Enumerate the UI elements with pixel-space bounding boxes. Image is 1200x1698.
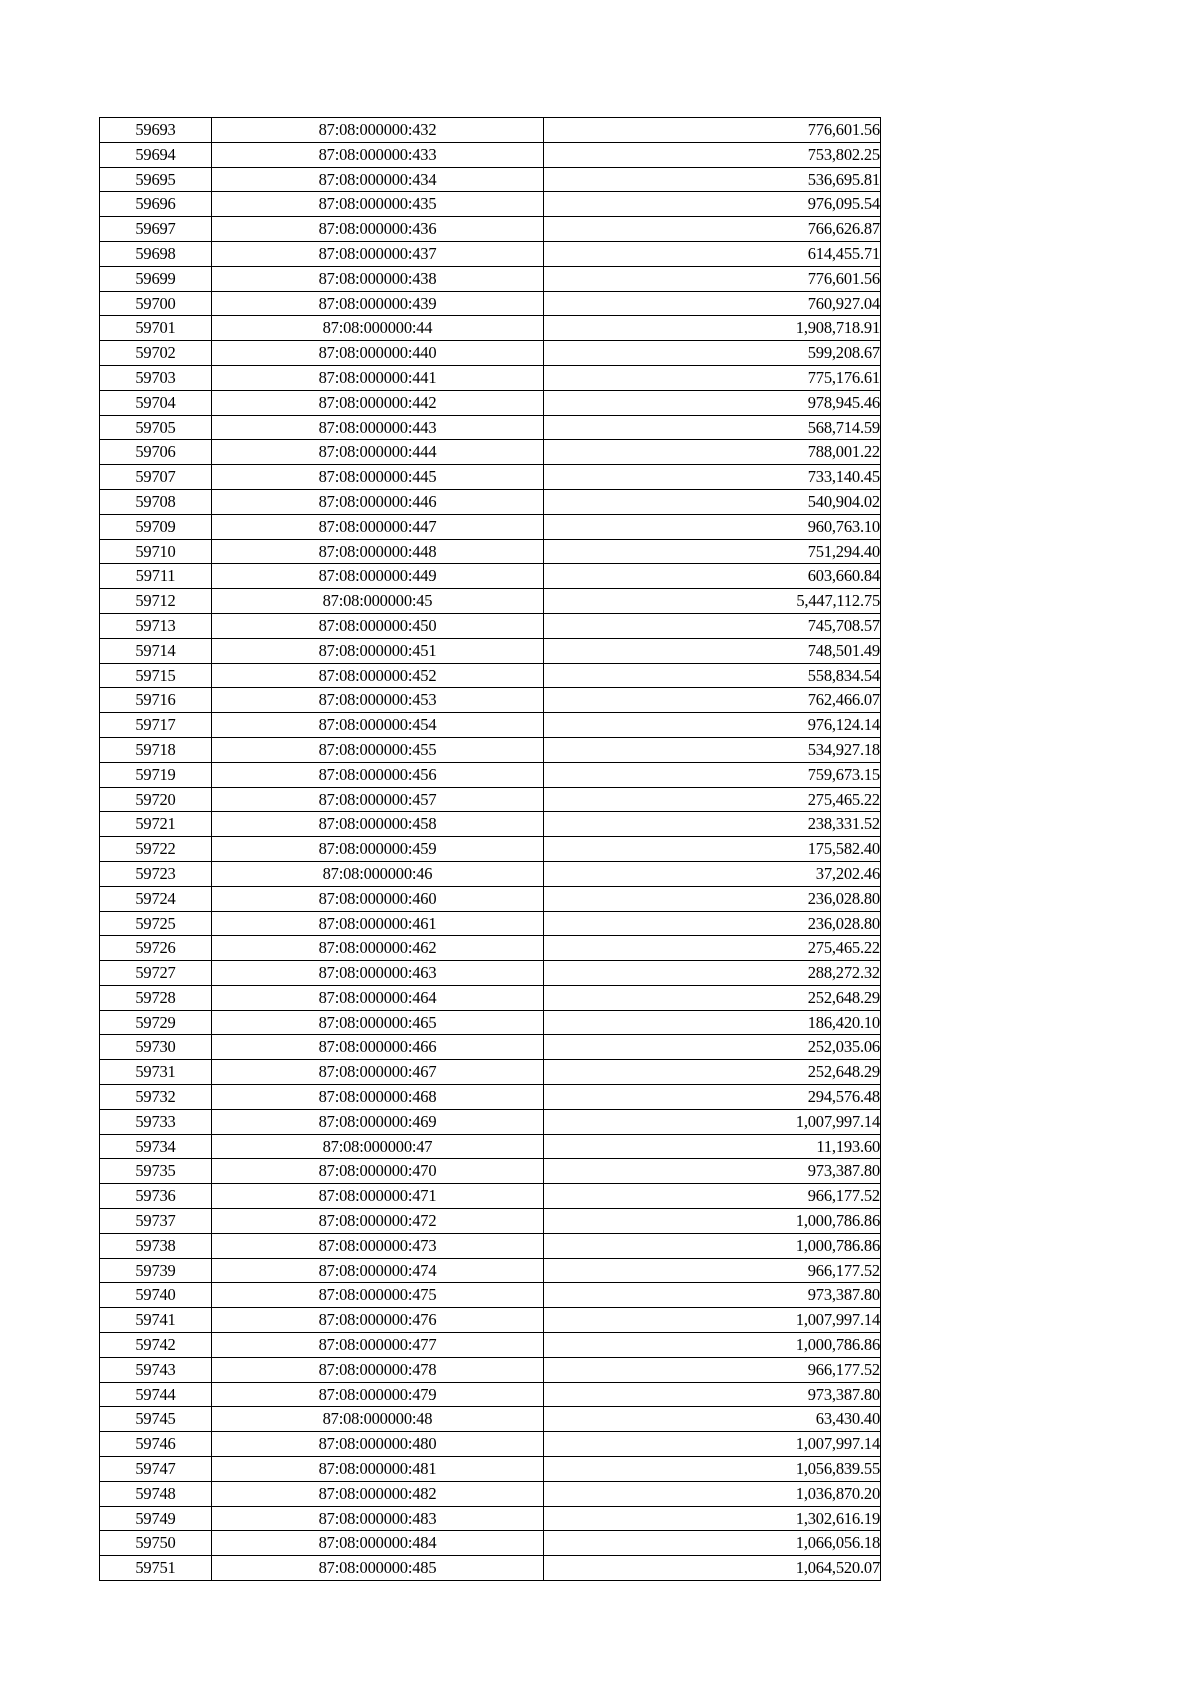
row-number-cell: 59749 [100, 1506, 212, 1531]
cadastral-value-cell: 976,124.14 [544, 713, 881, 738]
table-row [100, 861, 881, 886]
table-row [100, 762, 881, 787]
cadastral-value-cell: 288,272.32 [544, 961, 881, 986]
cadastral-value-cell: 1,066,056.18 [544, 1531, 881, 1556]
cadastral-number-cell: 87:08:000000:448 [212, 539, 544, 564]
cadastral-value-cell: 568,714.59 [544, 415, 881, 440]
row-number-cell: 59740 [100, 1283, 212, 1308]
table-row [100, 390, 881, 415]
cadastral-value-cell: 776,601.56 [544, 118, 881, 143]
table-row [100, 1457, 881, 1482]
cadastral-value-cell: 599,208.67 [544, 341, 881, 366]
table-row [100, 1407, 881, 1432]
cadastral-value-cell: 1,000,786.86 [544, 1209, 881, 1234]
table-row [100, 316, 881, 341]
cadastral-number-cell: 87:08:000000:447 [212, 514, 544, 539]
row-number-cell: 59703 [100, 365, 212, 390]
cadastral-number-cell: 87:08:000000:449 [212, 564, 544, 589]
table-row [100, 787, 881, 812]
row-number-cell: 59746 [100, 1432, 212, 1457]
cadastral-value-cell: 236,028.80 [544, 911, 881, 936]
cadastral-number-cell: 87:08:000000:468 [212, 1085, 544, 1110]
row-number-cell: 59742 [100, 1333, 212, 1358]
table-row [100, 1308, 881, 1333]
cadastral-value-cell: 558,834.54 [544, 663, 881, 688]
cadastral-value-cell: 1,064,520.07 [544, 1556, 881, 1581]
cadastral-value-cell: 603,660.84 [544, 564, 881, 589]
cadastral-value-cell: 252,035.06 [544, 1035, 881, 1060]
row-number-cell: 59699 [100, 266, 212, 291]
cadastral-value-cell: 1,036,870.20 [544, 1481, 881, 1506]
cadastral-value-cell: 760,927.04 [544, 291, 881, 316]
table-row [100, 1481, 881, 1506]
cadastral-number-cell: 87:08:000000:464 [212, 985, 544, 1010]
cadastral-value-cell: 186,420.10 [544, 1010, 881, 1035]
cadastral-number-cell: 87:08:000000:445 [212, 465, 544, 490]
cadastral-number-cell: 87:08:000000:459 [212, 837, 544, 862]
cadastral-number-cell: 87:08:000000:474 [212, 1258, 544, 1283]
row-number-cell: 59712 [100, 589, 212, 614]
cadastral-number-cell: 87:08:000000:460 [212, 886, 544, 911]
cadastral-value-cell: 252,648.29 [544, 985, 881, 1010]
row-number-cell: 59731 [100, 1060, 212, 1085]
table-row [100, 1060, 881, 1085]
cadastral-number-cell: 87:08:000000:450 [212, 613, 544, 638]
cadastral-number-cell: 87:08:000000:483 [212, 1506, 544, 1531]
cadastral-value-cell: 960,763.10 [544, 514, 881, 539]
table-row [100, 837, 881, 862]
row-number-cell: 59710 [100, 539, 212, 564]
row-number-cell: 59695 [100, 167, 212, 192]
row-number-cell: 59733 [100, 1109, 212, 1134]
row-number-cell: 59744 [100, 1382, 212, 1407]
table-row [100, 1109, 881, 1134]
cadastral-value-cell: 1,007,997.14 [544, 1308, 881, 1333]
table-row [100, 1233, 881, 1258]
row-number-cell: 59729 [100, 1010, 212, 1035]
row-number-cell: 59737 [100, 1209, 212, 1234]
row-number-cell: 59714 [100, 638, 212, 663]
cadastral-value-cell: 1,007,997.14 [544, 1109, 881, 1134]
cadastral-number-cell: 87:08:000000:465 [212, 1010, 544, 1035]
row-number-cell: 59721 [100, 812, 212, 837]
row-number-cell: 59704 [100, 390, 212, 415]
table-row [100, 564, 881, 589]
table-row [100, 911, 881, 936]
cadastral-value-cell: 63,430.40 [544, 1407, 881, 1432]
cadastral-number-cell: 87:08:000000:438 [212, 266, 544, 291]
row-number-cell: 59711 [100, 564, 212, 589]
table-body [100, 118, 881, 1581]
cadastral-number-cell: 87:08:000000:443 [212, 415, 544, 440]
cadastral-number-cell: 87:08:000000:446 [212, 489, 544, 514]
table-row [100, 440, 881, 465]
table-row [100, 1283, 881, 1308]
table-row [100, 142, 881, 167]
row-number-cell: 59717 [100, 713, 212, 738]
table-row [100, 465, 881, 490]
cadastral-number-cell: 87:08:000000:44 [212, 316, 544, 341]
cadastral-number-cell: 87:08:000000:467 [212, 1060, 544, 1085]
table-row [100, 737, 881, 762]
cadastral-number-cell: 87:08:000000:480 [212, 1432, 544, 1457]
cadastral-number-cell: 87:08:000000:485 [212, 1556, 544, 1581]
row-number-cell: 59705 [100, 415, 212, 440]
cadastral-value-cell: 766,626.87 [544, 217, 881, 242]
table-row [100, 985, 881, 1010]
cadastral-value-cell: 978,945.46 [544, 390, 881, 415]
row-number-cell: 59750 [100, 1531, 212, 1556]
table-row [100, 961, 881, 986]
row-number-cell: 59727 [100, 961, 212, 986]
table-row [100, 167, 881, 192]
cadastral-value-cell: 966,177.52 [544, 1357, 881, 1382]
cadastral-value-cell: 1,000,786.86 [544, 1233, 881, 1258]
cadastral-number-cell: 87:08:000000:482 [212, 1481, 544, 1506]
table-row [100, 291, 881, 316]
row-number-cell: 59743 [100, 1357, 212, 1382]
cadastral-number-cell: 87:08:000000:471 [212, 1184, 544, 1209]
cadastral-number-cell: 87:08:000000:456 [212, 762, 544, 787]
cadastral-value-cell: 973,387.80 [544, 1159, 881, 1184]
row-number-cell: 59700 [100, 291, 212, 316]
table-row [100, 1382, 881, 1407]
cadastral-value-cell: 775,176.61 [544, 365, 881, 390]
cadastral-value-cell: 252,648.29 [544, 1060, 881, 1085]
row-number-cell: 59709 [100, 514, 212, 539]
table-row [100, 1432, 881, 1457]
row-number-cell: 59696 [100, 192, 212, 217]
cadastral-number-cell: 87:08:000000:441 [212, 365, 544, 390]
cadastral-number-cell: 87:08:000000:442 [212, 390, 544, 415]
cadastral-value-cell: 275,465.22 [544, 936, 881, 961]
row-number-cell: 59747 [100, 1457, 212, 1482]
row-number-cell: 59728 [100, 985, 212, 1010]
row-number-cell: 59693 [100, 118, 212, 143]
cadastral-number-cell: 87:08:000000:444 [212, 440, 544, 465]
row-number-cell: 59725 [100, 911, 212, 936]
cadastral-value-cell: 1,056,839.55 [544, 1457, 881, 1482]
row-number-cell: 59735 [100, 1159, 212, 1184]
row-number-cell: 59734 [100, 1134, 212, 1159]
row-number-cell: 59706 [100, 440, 212, 465]
table-row [100, 663, 881, 688]
cadastral-number-cell: 87:08:000000:436 [212, 217, 544, 242]
row-number-cell: 59697 [100, 217, 212, 242]
cadastral-number-cell: 87:08:000000:463 [212, 961, 544, 986]
cadastral-value-cell: 236,028.80 [544, 886, 881, 911]
row-number-cell: 59751 [100, 1556, 212, 1581]
cadastral-value-cell: 759,673.15 [544, 762, 881, 787]
cadastral-number-cell: 87:08:000000:455 [212, 737, 544, 762]
cadastral-number-cell: 87:08:000000:433 [212, 142, 544, 167]
row-number-cell: 59722 [100, 837, 212, 862]
cadastral-value-cell: 788,001.22 [544, 440, 881, 465]
table-row [100, 241, 881, 266]
row-number-cell: 59694 [100, 142, 212, 167]
row-number-cell: 59715 [100, 663, 212, 688]
cadastral-number-cell: 87:08:000000:473 [212, 1233, 544, 1258]
cadastral-number-cell: 87:08:000000:462 [212, 936, 544, 961]
cadastral-number-cell: 87:08:000000:469 [212, 1109, 544, 1134]
table-row [100, 1506, 881, 1531]
document-page [99, 117, 879, 1581]
cadastral-number-cell: 87:08:000000:452 [212, 663, 544, 688]
cadastral-value-cell: 37,202.46 [544, 861, 881, 886]
cadastral-number-cell: 87:08:000000:432 [212, 118, 544, 143]
cadastral-value-cell: 275,465.22 [544, 787, 881, 812]
cadastral-value-cell: 748,501.49 [544, 638, 881, 663]
table-row [100, 1134, 881, 1159]
table-row [100, 1085, 881, 1110]
cadastral-value-cell: 976,095.54 [544, 192, 881, 217]
row-number-cell: 59719 [100, 762, 212, 787]
cadastral-value-cell: 11,193.60 [544, 1134, 881, 1159]
row-number-cell: 59724 [100, 886, 212, 911]
table-row [100, 1209, 881, 1234]
cadastral-value-cell: 175,582.40 [544, 837, 881, 862]
cadastral-value-cell: 973,387.80 [544, 1283, 881, 1308]
cadastral-value-cell: 1,007,997.14 [544, 1432, 881, 1457]
cadastral-value-cell: 733,140.45 [544, 465, 881, 490]
table-row [100, 589, 881, 614]
table-row [100, 365, 881, 390]
cadastral-number-cell: 87:08:000000:45 [212, 589, 544, 614]
cadastral-number-cell: 87:08:000000:457 [212, 787, 544, 812]
row-number-cell: 59736 [100, 1184, 212, 1209]
cadastral-value-cell: 1,302,616.19 [544, 1506, 881, 1531]
table-row [100, 1258, 881, 1283]
table-row [100, 886, 881, 911]
table-row [100, 1531, 881, 1556]
cadastral-number-cell: 87:08:000000:472 [212, 1209, 544, 1234]
table-row [100, 192, 881, 217]
cadastral-number-cell: 87:08:000000:46 [212, 861, 544, 886]
cadastral-value-cell: 745,708.57 [544, 613, 881, 638]
table-row [100, 1035, 881, 1060]
row-number-cell: 59730 [100, 1035, 212, 1060]
cadastral-number-cell: 87:08:000000:484 [212, 1531, 544, 1556]
table-row [100, 1333, 881, 1358]
table-row [100, 118, 881, 143]
table-row [100, 1010, 881, 1035]
cadastral-number-cell: 87:08:000000:439 [212, 291, 544, 316]
cadastral-value-cell: 753,802.25 [544, 142, 881, 167]
cadastral-number-cell: 87:08:000000:434 [212, 167, 544, 192]
row-number-cell: 59723 [100, 861, 212, 886]
cadastral-value-cell: 238,331.52 [544, 812, 881, 837]
table-row [100, 217, 881, 242]
cadastral-value-cell: 1,000,786.86 [544, 1333, 881, 1358]
cadastral-number-cell: 87:08:000000:48 [212, 1407, 544, 1432]
table-row [100, 415, 881, 440]
cadastral-number-cell: 87:08:000000:47 [212, 1134, 544, 1159]
table-row [100, 1357, 881, 1382]
table-row [100, 613, 881, 638]
table-row [100, 266, 881, 291]
table-row [100, 1184, 881, 1209]
row-number-cell: 59745 [100, 1407, 212, 1432]
cadastral-number-cell: 87:08:000000:470 [212, 1159, 544, 1184]
cadastral-value-cell: 294,576.48 [544, 1085, 881, 1110]
cadastral-number-cell: 87:08:000000:479 [212, 1382, 544, 1407]
cadastral-number-cell: 87:08:000000:481 [212, 1457, 544, 1482]
table-row [100, 1556, 881, 1581]
table-row [100, 489, 881, 514]
cadastral-number-cell: 87:08:000000:451 [212, 638, 544, 663]
row-number-cell: 59701 [100, 316, 212, 341]
row-number-cell: 59739 [100, 1258, 212, 1283]
row-number-cell: 59748 [100, 1481, 212, 1506]
row-number-cell: 59702 [100, 341, 212, 366]
row-number-cell: 59716 [100, 688, 212, 713]
cadastral-number-cell: 87:08:000000:475 [212, 1283, 544, 1308]
cadastral-value-cell: 1,908,718.91 [544, 316, 881, 341]
table-row [100, 1159, 881, 1184]
row-number-cell: 59698 [100, 241, 212, 266]
table-row [100, 514, 881, 539]
cadastral-number-cell: 87:08:000000:477 [212, 1333, 544, 1358]
cadastral-number-cell: 87:08:000000:454 [212, 713, 544, 738]
cadastral-value-cell: 762,466.07 [544, 688, 881, 713]
table-row [100, 539, 881, 564]
table-row [100, 341, 881, 366]
cadastral-number-cell: 87:08:000000:440 [212, 341, 544, 366]
cadastral-number-cell: 87:08:000000:466 [212, 1035, 544, 1060]
table-row [100, 812, 881, 837]
cadastral-value-cell: 973,387.80 [544, 1382, 881, 1407]
row-number-cell: 59732 [100, 1085, 212, 1110]
cadastral-value-cell: 534,927.18 [544, 737, 881, 762]
cadastral-value-cell: 966,177.52 [544, 1184, 881, 1209]
cadastral-number-cell: 87:08:000000:458 [212, 812, 544, 837]
row-number-cell: 59741 [100, 1308, 212, 1333]
cadastral-value-table [99, 117, 881, 1581]
row-number-cell: 59738 [100, 1233, 212, 1258]
row-number-cell: 59720 [100, 787, 212, 812]
cadastral-value-cell: 540,904.02 [544, 489, 881, 514]
row-number-cell: 59708 [100, 489, 212, 514]
cadastral-number-cell: 87:08:000000:435 [212, 192, 544, 217]
cadastral-value-cell: 751,294.40 [544, 539, 881, 564]
cadastral-value-cell: 5,447,112.75 [544, 589, 881, 614]
row-number-cell: 59707 [100, 465, 212, 490]
cadastral-number-cell: 87:08:000000:476 [212, 1308, 544, 1333]
cadastral-number-cell: 87:08:000000:453 [212, 688, 544, 713]
table-row [100, 936, 881, 961]
cadastral-number-cell: 87:08:000000:437 [212, 241, 544, 266]
cadastral-value-cell: 776,601.56 [544, 266, 881, 291]
row-number-cell: 59718 [100, 737, 212, 762]
cadastral-value-cell: 966,177.52 [544, 1258, 881, 1283]
cadastral-value-cell: 614,455.71 [544, 241, 881, 266]
cadastral-number-cell: 87:08:000000:461 [212, 911, 544, 936]
cadastral-value-cell: 536,695.81 [544, 167, 881, 192]
row-number-cell: 59713 [100, 613, 212, 638]
cadastral-number-cell: 87:08:000000:478 [212, 1357, 544, 1382]
table-row [100, 638, 881, 663]
table-row [100, 713, 881, 738]
table-row [100, 688, 881, 713]
row-number-cell: 59726 [100, 936, 212, 961]
